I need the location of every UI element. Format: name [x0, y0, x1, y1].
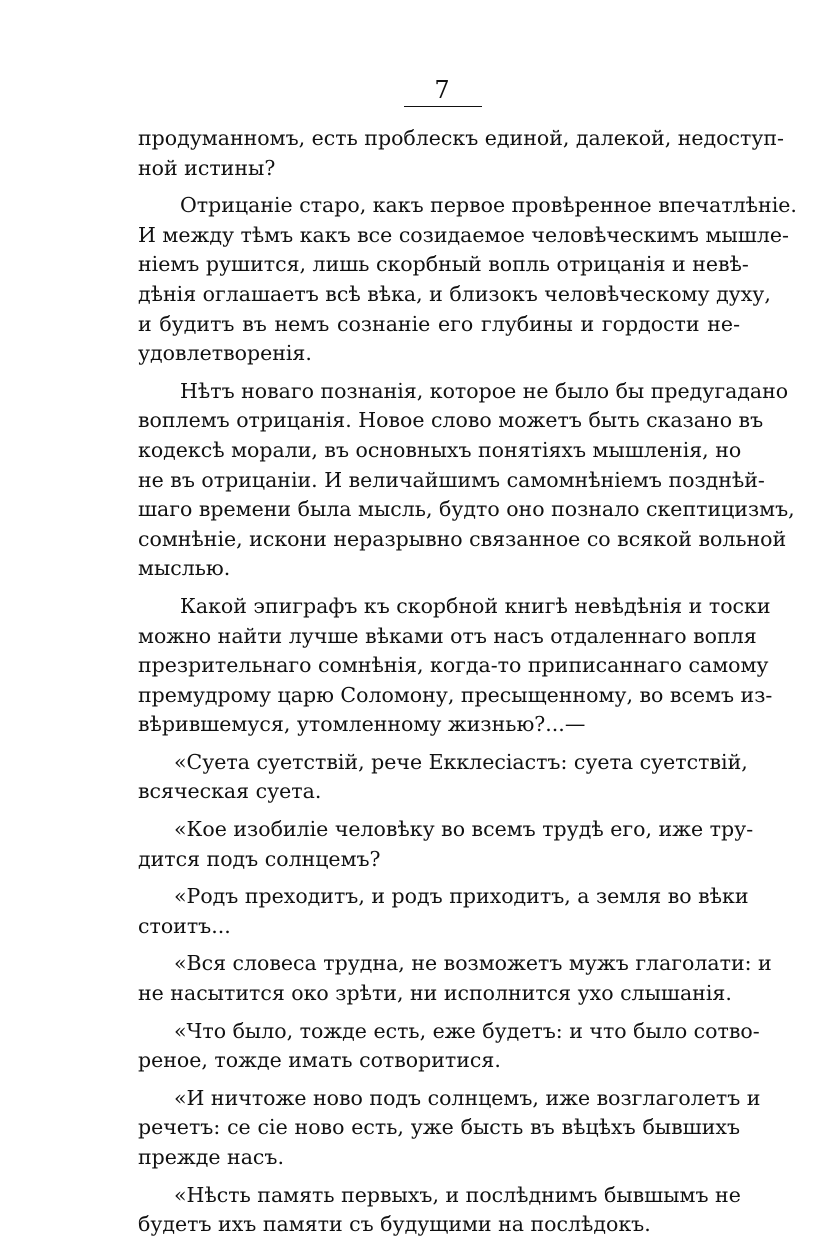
quote-paragraph-7: [138, 1181, 740, 1240]
text-line: «Суета суетствій, рече Екклесіастъ: суета суетствій,: [174, 749, 748, 774]
text-line: ной истины?: [138, 155, 276, 180]
text-line: мыслью.: [138, 556, 231, 581]
text-line: шаго времени была мысль, будто оно познало скептицизмъ,: [138, 497, 795, 522]
text-line: Нѣтъ новаго познанія, которое не было бы предугадано: [180, 378, 789, 403]
text-line: «Родъ преходитъ, и родъ приходитъ, а земля во вѣки: [174, 884, 749, 909]
text-line: премудрому царю Соломону, пресыщенному, во всемъ из-: [138, 682, 773, 707]
text-line: реное, тожде имать сотворитися.: [138, 1048, 501, 1073]
text-line: речетъ: се сіе ново есть, уже бысть въ вѣцѣхъ бывшихъ: [138, 1115, 740, 1140]
text-line: всяческая суета.: [138, 779, 322, 804]
quote-paragraph-3: [138, 882, 749, 941]
text-line: удовлетворенія.: [138, 341, 312, 366]
page-number: 7: [434, 76, 450, 104]
quote-paragraph-2: [138, 815, 754, 874]
text-line: «И ничтоже ново подъ солнцемъ, иже возглаголетъ и: [174, 1085, 761, 1110]
text-line: «Кое изобиліе человѣку во всемъ трудѣ его, иже тру-: [174, 817, 754, 842]
text-line: «Что было, тожде есть, еже будетъ: и что было сотво-: [174, 1018, 760, 1043]
text-line: прежде насъ.: [138, 1145, 284, 1169]
text-line: вѣрившемуся, утомленному жизнью?...—: [138, 712, 586, 737]
quote-paragraph-4: [138, 949, 772, 1008]
paragraph-4: [138, 592, 773, 740]
text-line: кодексѣ морали, въ основныхъ понятіяхъ мышленія, но: [138, 437, 742, 462]
text-line: сомнѣніе, искони неразрывно связанное со всякой вольной: [138, 526, 787, 551]
text-line: будетъ ихъ памяти съ будущими на послѣдокъ.: [138, 1212, 651, 1237]
paragraph-3: [138, 377, 795, 584]
text-line: воплемъ отрицанія. Новое слово можетъ быть сказано въ: [138, 408, 764, 433]
text-line: и будитъ въ немъ сознаніе его глубины и гордости не-: [138, 311, 740, 336]
paragraph-2: [138, 191, 797, 369]
quote-paragraph-5: [138, 1017, 760, 1076]
quote-paragraph-6: [138, 1084, 761, 1173]
text-line: ніемъ рушится, лишь скорбный вопль отрицанія и невѣ-: [138, 252, 749, 277]
paragraph-1: [138, 124, 784, 183]
text-line: не въ отрицаніи. И величайшимъ самомнѣніемъ позднѣй-: [138, 467, 765, 492]
text-line: дится подъ солнцемъ?: [138, 846, 381, 871]
text-line: продуманномъ, есть проблескъ единой, далекой, недоступ-: [138, 126, 784, 150]
text-line: «Нѣсть память первыхъ, и послѣднимъ бывшымъ не: [174, 1182, 741, 1207]
text-line: не насытится око зрѣти, ни исполнится ухо слышанія.: [138, 981, 732, 1006]
text-line: можно найти лучше вѣками отъ насъ отдаленнаго вопля: [138, 623, 757, 648]
text-line: презрительнаго сомнѣнія, когда-то приписаннаго самому: [138, 653, 769, 678]
page-body-text: [138, 124, 797, 1248]
quote-paragraph-1: [138, 748, 748, 807]
page-number-rule: [404, 106, 482, 107]
text-line: «Вся словеса трудна, не возможетъ мужъ глаголати: и: [174, 951, 772, 976]
text-line: Отрицаніе старо, какъ первое провѣренное впечатлѣніе.: [180, 193, 797, 218]
text-line: дѣнія оглашаетъ всѣ вѣка, и близокъ человѣческому духу,: [138, 281, 771, 306]
text-line: Какой эпиграфъ къ скорбной книгѣ невѣдѣнія и тоски: [180, 593, 771, 618]
text-line: стоитъ...: [138, 913, 231, 938]
text-line: И между тѣмъ какъ все созидаемое человѣческимъ мышле-: [138, 222, 789, 247]
